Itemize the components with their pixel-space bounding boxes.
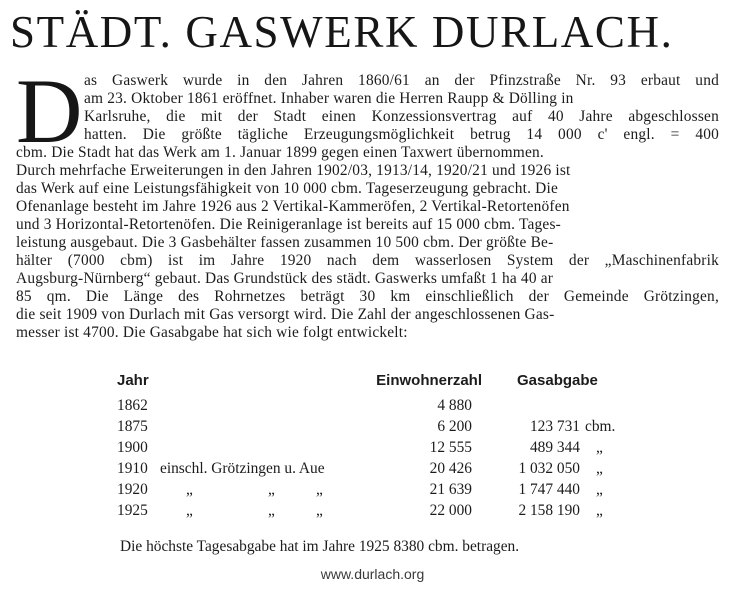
cell-year: 1862 — [117, 397, 148, 414]
cell-ditto: „ — [316, 481, 323, 498]
header-population: Einwohnerzahl — [376, 372, 482, 389]
paragraph-line: und 3 Horizontal-Retortenöfen. Die Reinigeranlage ist bereits auf 15 000 cbm. Tages- — [16, 216, 561, 233]
paragraph-line: die seit 1909 von Durlach mit Gas versorgt wird. Die Zahl der angeschlossenen Gas- — [16, 306, 555, 323]
page-title: STÄDT. GASWERK DURLACH. — [10, 7, 674, 57]
cell-year: 1900 — [117, 439, 148, 456]
paragraph-line: am 23. Oktober 1861 eröffnet. Inhaber waren die Herren Raupp & Dölling in — [84, 90, 574, 107]
cell-population: 20 426 — [429, 460, 472, 477]
cell-gas: 2 158 190 — [518, 502, 580, 519]
watermark-url: www.durlach.org — [320, 566, 425, 582]
cell-unit: „ — [596, 460, 603, 477]
cell-gas: 489 344 — [529, 439, 580, 456]
paragraph-line: leistung ausgebaut. Die 3 Gasbehälter fassen zusammen 10 500 cbm. Der größte Be- — [16, 234, 554, 251]
cell-unit: „ — [596, 439, 603, 456]
paragraph-line: hälter (7000 cbm) ist im Jahre 1920 nach dem wasserlosen System der „Maschinenfabrik — [16, 252, 719, 269]
paragraph-line: Ofenanlage besteht im Jahre 1926 aus 2 Vertikal-Kammeröfen, 2 Vertikal-Retortenöfen — [16, 198, 570, 215]
paragraph-line: Durch mehrfache Erweiterungen in den Jahren 1902/03, 1913/14, 1920/21 und 1926 ist — [16, 162, 571, 179]
paragraph-line: das Werk auf eine Leistungsfähigkeit von 10 000 cbm. Tageserzeugung gebracht. Die — [16, 180, 558, 197]
cell-unit: cbm. — [585, 418, 616, 435]
cell-population: 4 880 — [437, 397, 472, 414]
paragraph-line: cbm. Die Stadt hat das Werk am 1. Januar 1899 gegen einen Taxwert übernommen. — [16, 144, 544, 161]
cell-year: 1920 — [117, 481, 148, 498]
paragraph-line: Karlsruhe, die mit der Stadt einen Konzessionsvertrag auf 40 Jahre abgeschlossen — [84, 108, 719, 125]
cell-note: einschl. Grötzingen u. Aue — [160, 460, 325, 477]
drop-cap: D — [16, 60, 83, 162]
cell-ditto: „ — [186, 481, 193, 498]
cell-population: 22 000 — [429, 502, 472, 519]
cell-ditto: „ — [268, 502, 275, 519]
cell-gas: 123 731 — [529, 418, 580, 435]
cell-year: 1925 — [117, 502, 148, 519]
cell-year: 1875 — [117, 418, 148, 435]
cell-ditto: „ — [316, 502, 323, 519]
cell-year: 1910 — [117, 460, 148, 477]
cell-ditto: „ — [186, 502, 193, 519]
cell-ditto: „ — [268, 481, 275, 498]
cell-gas: 1 747 440 — [518, 481, 580, 498]
paragraph-line: 85 qm. Die Länge des Rohrnetzes beträgt 30 km einschließlich der Gemeinde Grötzingen, — [16, 288, 719, 305]
paragraph-line: Augsburg-Nürnberg“ gebaut. Das Grundstück des städt. Gaswerks umfaßt 1 ha 40 ar — [16, 270, 554, 287]
footer-note: Die höchste Tagesabgabe hat im Jahre 1925 8380 cbm. betragen. — [120, 538, 520, 555]
cell-unit: „ — [596, 502, 603, 519]
cell-population: 12 555 — [429, 439, 472, 456]
header-gas: Gasabgabe — [517, 372, 598, 389]
cell-gas: 1 032 050 — [518, 460, 580, 477]
cell-population: 6 200 — [437, 418, 472, 435]
paragraph-line-last: messer ist 4700. Die Gasabgabe hat sich wie folgt entwickelt: — [16, 324, 408, 341]
cell-population: 21 639 — [429, 481, 472, 498]
paragraph-line: hatten. Die größte tägliche Erzeugungsmöglichkeit betrug 14 000 c' engl. = 400 — [84, 126, 719, 143]
paragraph-line: as Gaswerk wurde in den Jahren 1860/61 an der Pfinzstraße Nr. 93 erbaut und — [84, 72, 719, 89]
cell-unit: „ — [596, 481, 603, 498]
header-year: Jahr — [117, 372, 149, 389]
